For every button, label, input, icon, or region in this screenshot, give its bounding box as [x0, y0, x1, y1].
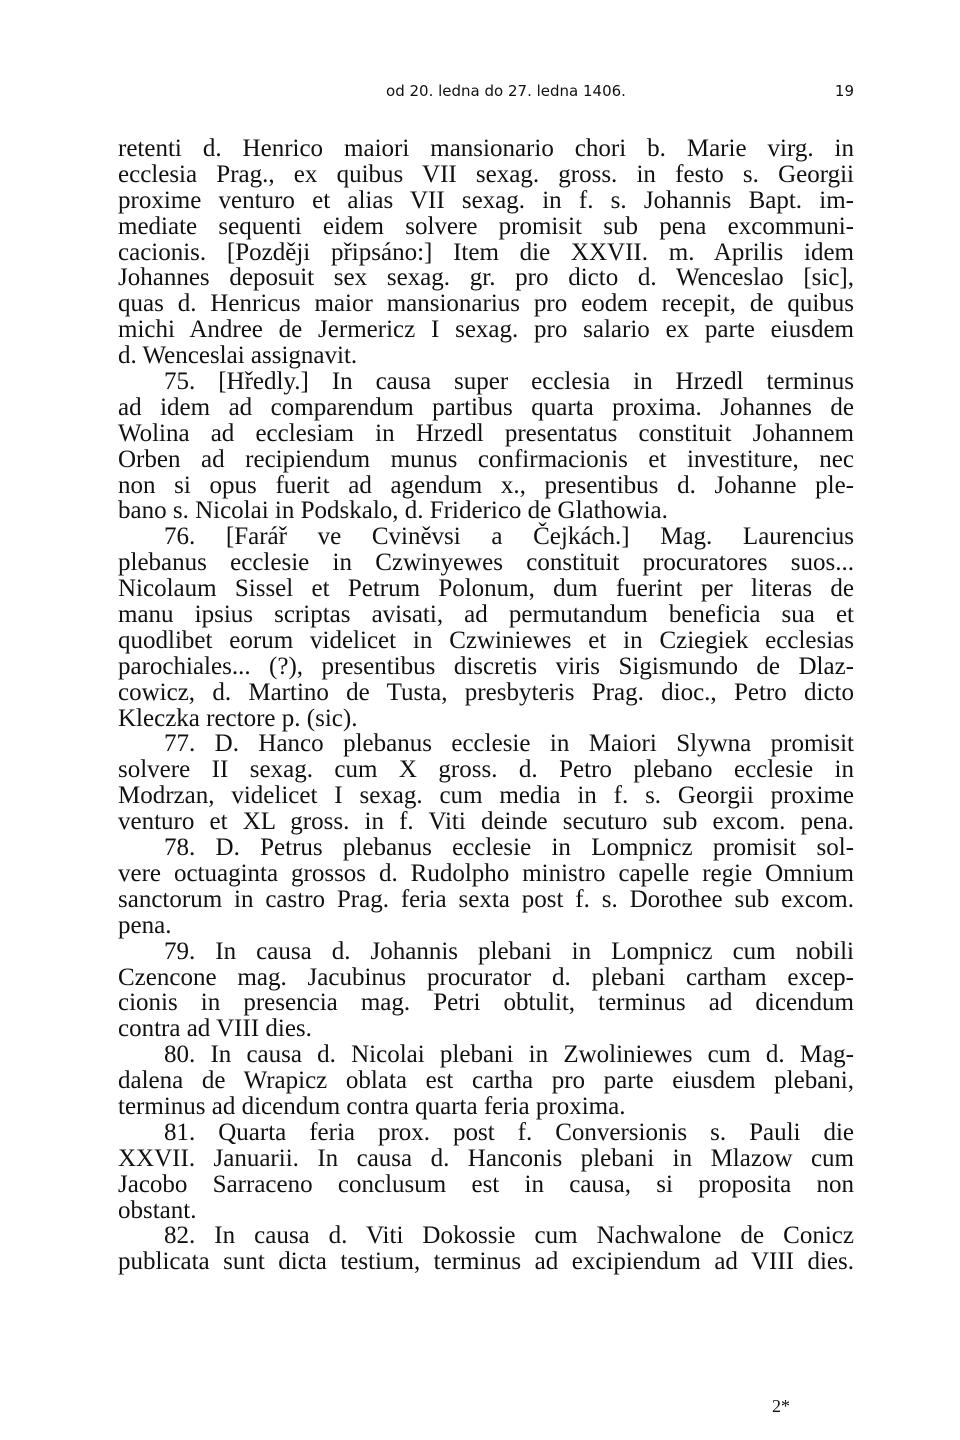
text-line: d. Wenceslai assignavit. — [118, 342, 358, 370]
text-line: Jacobo Sarraceno conclusum est in causa, si proposita non — [118, 1170, 854, 1198]
text-line: terminus ad dicendum contra quarta feria proxima. — [118, 1092, 626, 1120]
text-line: retenti d. Henrico maiori mansionario chori b. Marie virg. in — [118, 135, 854, 162]
text-line: ad idem ad comparendum partibus quarta proxima. Johannes de — [118, 393, 854, 421]
signature-mark: 2* — [772, 1396, 790, 1416]
text-line: cionis in presencia mag. Petri obtulit, terminus ad dicendum — [118, 989, 854, 1017]
text-line: plebanus ecclesie in Czwinyewes constituit procuratores suos... — [118, 549, 854, 577]
text-line: sanctorum in castro Prag. feria sexta post f. s. Dorothee sub excom. — [118, 885, 854, 913]
text-line: Nicolaum Sissel et Petrum Polonum, dum fuerint per literas de — [118, 575, 854, 603]
text-line: dalena de Wrapicz oblata est cartha pro parte eiusdem plebani, — [118, 1067, 854, 1095]
page-number: 19 — [834, 82, 854, 100]
text-line: cowicz, d. Martino de Tusta, presbyteris Prag. dioc., Petro dicto — [118, 678, 854, 706]
text-body — [118, 136, 854, 1275]
entry-82-start: 82. In causa d. Viti Dokossie cum Nachwalone de Conicz — [164, 1222, 854, 1250]
text-line: proxime venturo et alias VII sexag. in f. s. Johannis Bapt. im- — [118, 186, 854, 214]
text-line: vere octuaginta grossos d. Rudolpho ministro capelle regie Omnium — [118, 859, 854, 887]
text-line: Modrzan, videlicet I sexag. cum media in f. s. Georgii proxime — [118, 782, 854, 810]
entry-79-start: 79. In causa d. Johannis plebani in Lompnicz cum nobili — [164, 937, 854, 965]
text-line: cacionis. [Později připsáno:] Item die XXVII. m. Aprilis idem — [118, 238, 854, 266]
entry-81-start: 81. Quarta feria prox. post f. Conversionis s. Pauli die — [164, 1118, 854, 1146]
text-line: quodlibet eorum videlicet in Czwiniewes et in Cziegiek ecclesias — [118, 626, 854, 654]
text-line: obstant. — [118, 1196, 197, 1224]
text-line: XXVII. Januarii. In causa d. Hanconis plebani in Mlazow cum — [118, 1144, 854, 1172]
entry-76-start: 76. [Farář ve Cviněvsi a Čejkách.] Mag. Laurencius — [164, 523, 854, 551]
entry-80-start: 80. In causa d. Nicolai plebani in Zwoliniewes cum d. Mag- — [164, 1041, 854, 1069]
text-line: mediate sequenti eidem solvere promisit sub pena excommuni- — [118, 212, 854, 240]
text-line: non si opus fuerit ad agendum x., presentibus d. Johanne ple- — [118, 471, 854, 499]
text-line: Czencone mag. Jacubinus procurator d. plebani cartham excep- — [118, 963, 854, 991]
text-line: ecclesia Prag., ex quibus VII sexag. gross. in festo s. Georgii — [118, 160, 854, 188]
text-line: contra ad VIII dies. — [118, 1015, 312, 1043]
text-line: Johannes deposuit sex sexag. gr. pro dicto d. Wenceslao [sic], — [118, 264, 854, 292]
text-line: solvere II sexag. cum X gross. d. Petro plebano ecclesie in — [118, 756, 854, 784]
text-line: manu ipsius scriptas avisati, ad permutandum beneficia sua et — [118, 601, 854, 629]
entry-75-start: 75. [Hředly.] In causa super ecclesia in Hrzedl terminus — [164, 368, 854, 396]
text-line: quas d. Henricus maior mansionarius pro eodem recepit, de quibus — [118, 290, 854, 318]
text-line: Orben ad recipiendum munus confirmacionis et investiture, nec — [118, 445, 854, 473]
page-header — [118, 80, 854, 102]
entry-77-start: 77. D. Hanco plebanus ecclesie in Maiori Slywna promisit — [164, 730, 854, 758]
text-line: venturo et XL gross. in f. Viti deinde secuturo sub excom. pena. — [118, 808, 854, 836]
entry-78-start: 78. D. Petrus plebanus ecclesie in Lompnicz promisit sol- — [164, 834, 854, 862]
text-line: publicata sunt dicta testium, terminus ad excipiendum ad VIII dies. — [118, 1248, 854, 1276]
text-line: michi Andree de Jermericz I sexag. pro salario ex parte eiusdem — [118, 316, 854, 344]
text-line: bano s. Nicolai in Podskalo, d. Friderico de Glathowia. — [118, 497, 668, 525]
text-line: parochiales... (?), presentibus discretis viris Sigismundo de Dlaz- — [118, 652, 854, 680]
text-line: pena. — [118, 911, 172, 939]
running-title: od 20. ledna do 27. ledna 1406. — [386, 82, 626, 100]
text-line: Kleczka rectore p. (sic). — [118, 704, 358, 732]
text-line: Wolina ad ecclesiam in Hrzedl presentatus constituit Johannem — [118, 419, 854, 447]
